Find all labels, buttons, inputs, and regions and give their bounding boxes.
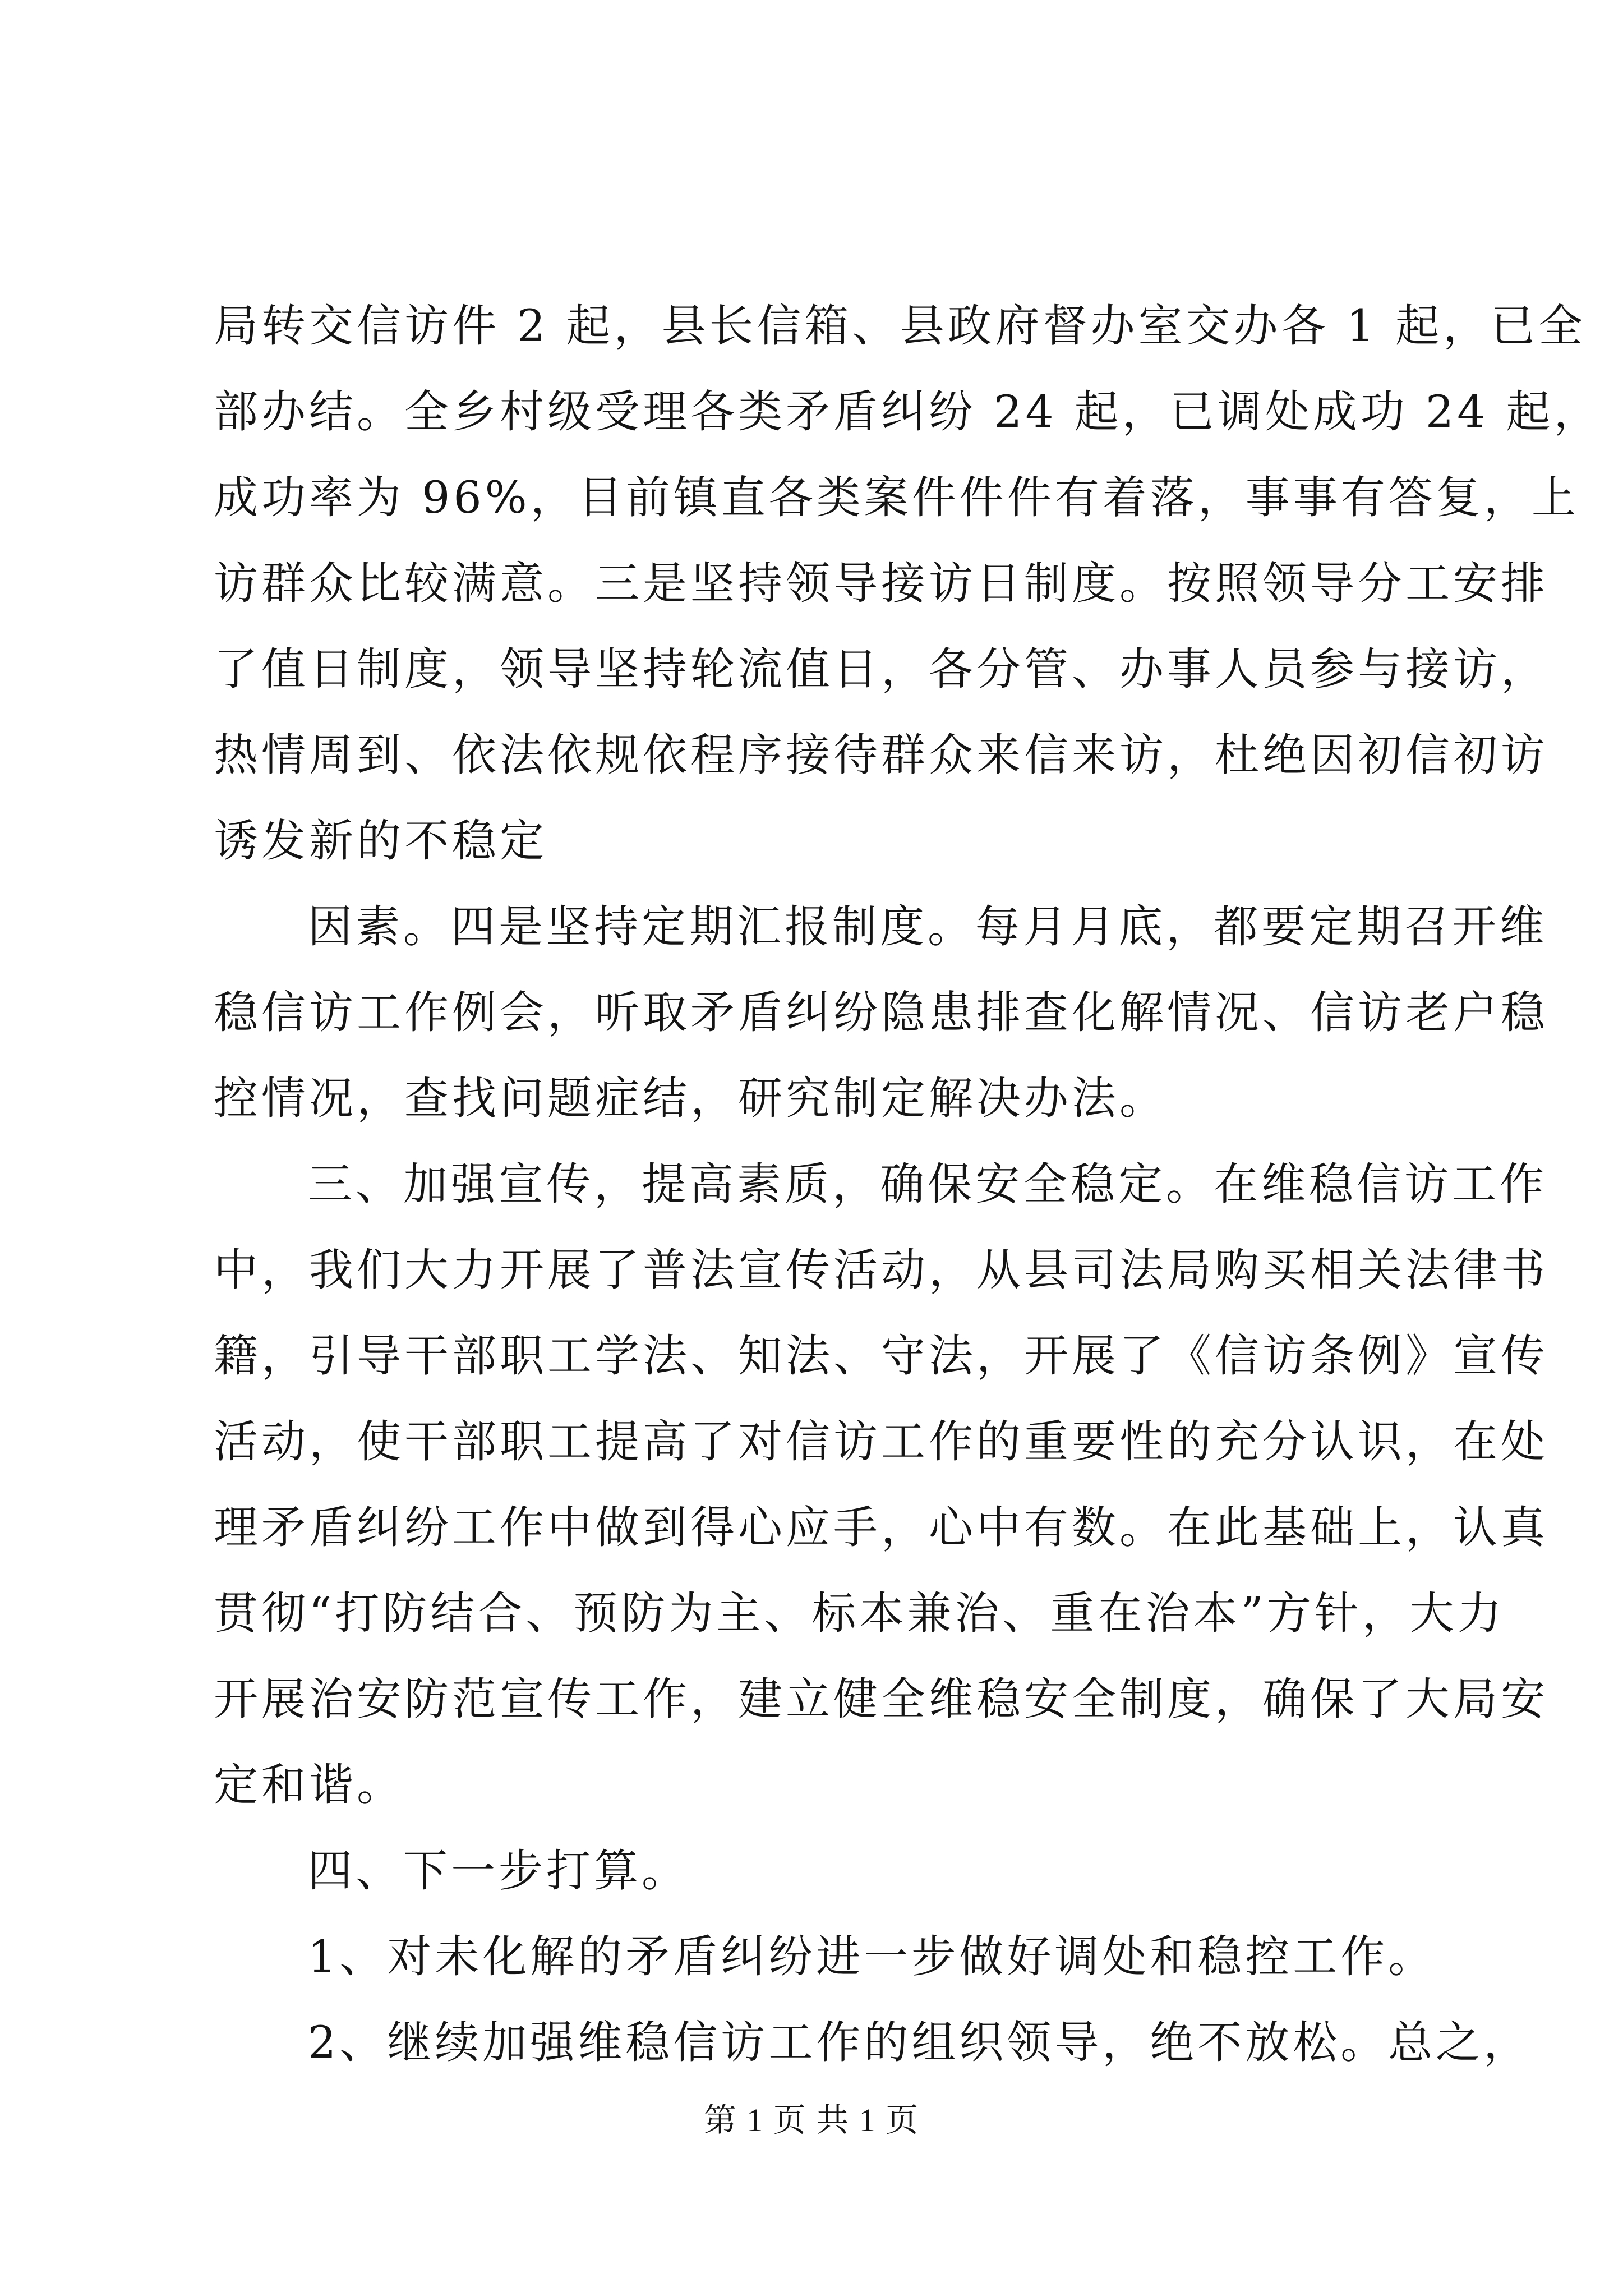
- paragraph: [214, 1142, 1548, 1828]
- text-line: 诱发新的不稳定: [214, 815, 547, 867]
- text-line: 1、对未化解的矛盾纠纷进一步做好调处和稳控工作。: [308, 1931, 1436, 1982]
- text-line: 贯彻“打防结合、预防为主、标本兼治、重在治本”方针，大力: [214, 1588, 1505, 1639]
- text-line: 控情况，查找问题症结，研究制定解决办法。: [214, 1073, 1167, 1124]
- paragraph: [214, 283, 1602, 884]
- paragraph: [214, 884, 1548, 1142]
- text-line: 开展治安防范宣传工作，建立健全维稳安全制度，确保了大局安: [214, 1673, 1548, 1725]
- text-line: 局转交信访件 2 起，县长信箱、县政府督办室交办各 1 起，已全: [214, 300, 1586, 352]
- text-line: 部办结。全乡村级受理各类矛盾纠纷 24 起，已调处成功 24 起，: [214, 386, 1602, 438]
- text-line: 活动，使干部职工提高了对信访工作的重要性的充分认识，在处: [214, 1416, 1548, 1467]
- page-footer: [0, 2101, 1623, 2140]
- section-heading: [214, 1828, 1419, 1914]
- text-line: 理矛盾纠纷工作中做到得心应手，心中有数。在此基础上，认真: [214, 1502, 1548, 1553]
- text-line: 访群众比较满意。三是坚持领导接访日制度。按照领导分工安排: [214, 558, 1548, 609]
- list-item: [214, 1914, 1436, 2000]
- text-line: 三、加强宣传，提高素质，确保安全稳定。在维稳信访工作: [308, 1158, 1547, 1210]
- text-line: 四、下一步打算。: [308, 1845, 689, 1897]
- text-line: 了值日制度，领导坚持轮流值日，各分管、办事人员参与接访，: [214, 643, 1548, 695]
- text-line: 中，我们大力开展了普法宣传活动，从县司法局购买相关法律书: [214, 1244, 1548, 1296]
- document-body: [214, 283, 1602, 2086]
- text-line: 因素。四是坚持定期汇报制度。每月月底，都要定期召开维: [308, 901, 1547, 953]
- text-line: 2、继续加强维稳信访工作的组织领导，绝不放松。总之，: [308, 2017, 1532, 2068]
- text-line: 成功率为 96%，目前镇直各类案件件件有着落，事事有答复，上: [214, 472, 1579, 523]
- page-number-label: 第 1 页 共 1 页: [703, 2102, 920, 2138]
- text-line: 定和谐。: [214, 1759, 404, 1811]
- list-item: [214, 2000, 1532, 2086]
- text-line: 稳信访工作例会，听取矛盾纠纷隐患排查化解情况、信访老户稳: [214, 987, 1548, 1038]
- text-line: 热情周到、依法依规依程序接待群众来信来访，杜绝因初信初访: [214, 729, 1548, 781]
- text-line: 籍，引导干部职工学法、知法、守法，开展了《信访条例》宣传: [214, 1330, 1548, 1382]
